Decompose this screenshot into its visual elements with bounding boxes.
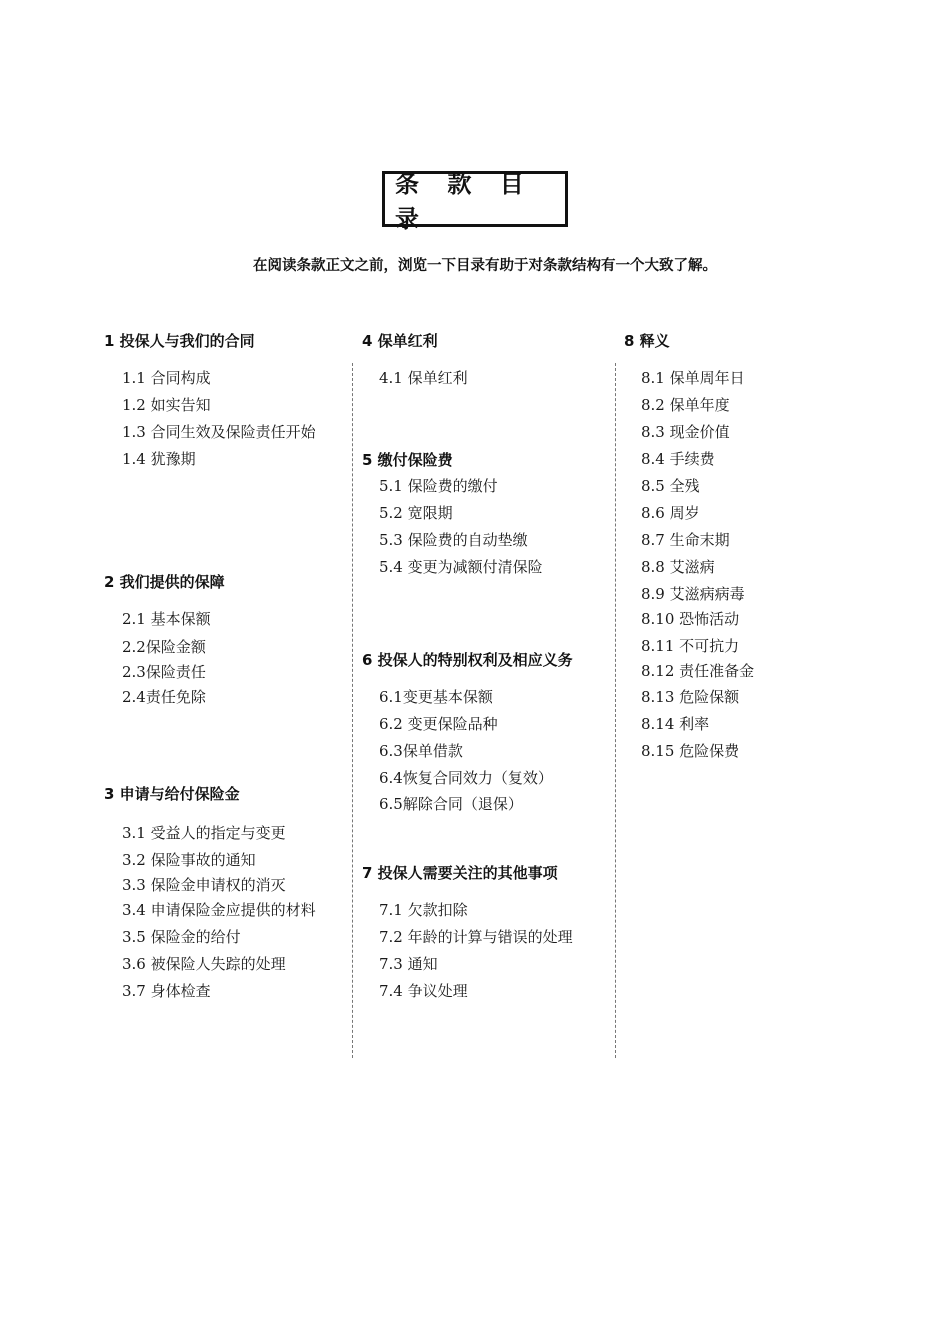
toc-item-6-4: 6.4恢复合同效力（复效）: [379, 769, 553, 787]
column-divider-2: [615, 363, 616, 1058]
toc-item-1-4: 1.4 犹豫期: [122, 450, 196, 468]
toc-item-3-4: 3.4 申请保险金应提供的材料: [122, 901, 316, 919]
section-heading-7: 7 投保人需要关注的其他事项: [362, 864, 558, 882]
toc-item-8-9: 8.9 艾滋病病毒: [641, 585, 745, 603]
toc-item-2-3: 2.3保险责任: [122, 663, 206, 681]
section-heading-4: 4 保单红利: [362, 332, 438, 350]
section-heading-6: 6 投保人的特别权利及相应义务: [362, 651, 573, 669]
intro-text: 在阅读条款正文之前，浏览一下目录有助于对条款结构有一个大致了解。: [253, 258, 717, 274]
toc-item-8-3: 8.3 现金价值: [641, 423, 730, 441]
toc-item-5-3: 5.3 保险费的自动垫缴: [379, 531, 528, 549]
toc-item-3-7: 3.7 身体检查: [122, 982, 211, 1000]
toc-item-8-7: 8.7 生命末期: [641, 531, 730, 549]
toc-item-5-4: 5.4 变更为减额付清保险: [379, 558, 543, 576]
toc-item-3-6: 3.6 被保险人失踪的处理: [122, 955, 286, 973]
toc-item-2-2: 2.2保险金额: [122, 638, 206, 656]
section-heading-3: 3 申请与给付保险金: [104, 785, 240, 803]
toc-item-3-1: 3.1 受益人的指定与变更: [122, 824, 286, 842]
toc-item-8-8: 8.8 艾滋病: [641, 558, 715, 576]
toc-item-1-3: 1.3 合同生效及保险责任开始: [122, 423, 316, 441]
toc-item-8-2: 8.2 保单年度: [641, 396, 730, 414]
toc-item-6-5: 6.5解除合同（退保）: [379, 795, 523, 813]
toc-item-3-5: 3.5 保险金的给付: [122, 928, 241, 946]
toc-item-6-3: 6.3保单借款: [379, 742, 463, 760]
toc-item-8-12: 8.12 责任准备金: [641, 662, 755, 680]
toc-item-8-5: 8.5 全残: [641, 477, 700, 495]
section-heading-8: 8 释义: [624, 332, 670, 350]
toc-item-1-1: 1.1 合同构成: [122, 369, 211, 387]
toc-item-8-15: 8.15 危险保费: [641, 742, 740, 760]
toc-item-1-2: 1.2 如实告知: [122, 396, 211, 414]
section-heading-2: 2 我们提供的保障: [104, 573, 225, 591]
toc-item-8-6: 8.6 周岁: [641, 504, 700, 522]
section-heading-1: 1 投保人与我们的合同: [104, 332, 255, 350]
section-heading-5: 5 缴付保险费: [362, 451, 453, 469]
toc-item-6-1: 6.1变更基本保额: [379, 688, 493, 706]
toc-item-4-1: 4.1 保单红利: [379, 369, 468, 387]
toc-item-8-14: 8.14 利率: [641, 715, 710, 733]
toc-item-8-4: 8.4 手续费: [641, 450, 715, 468]
toc-item-7-3: 7.3 通知: [379, 955, 438, 973]
toc-item-8-10: 8.10 恐怖活动: [641, 610, 740, 628]
column-divider-1: [352, 363, 353, 1058]
page-title: 条 款 目 录: [382, 171, 568, 227]
toc-item-3-2: 3.2 保险事故的通知: [122, 851, 256, 869]
toc-item-7-4: 7.4 争议处理: [379, 982, 468, 1000]
toc-item-8-1: 8.1 保单周年日: [641, 369, 745, 387]
toc-item-2-1: 2.1 基本保额: [122, 610, 211, 628]
toc-item-6-2: 6.2 变更保险品种: [379, 715, 498, 733]
toc-item-8-11: 8.11 不可抗力: [641, 637, 740, 655]
toc-item-3-3: 3.3 保险金申请权的消灭: [122, 876, 286, 894]
toc-item-7-1: 7.1 欠款扣除: [379, 901, 468, 919]
toc-item-5-1: 5.1 保险费的缴付: [379, 477, 498, 495]
toc-item-2-4: 2.4责任免除: [122, 688, 206, 706]
toc-item-8-13: 8.13 危险保额: [641, 688, 740, 706]
toc-item-5-2: 5.2 宽限期: [379, 504, 453, 522]
toc-item-7-2: 7.2 年龄的计算与错误的处理: [379, 928, 573, 946]
